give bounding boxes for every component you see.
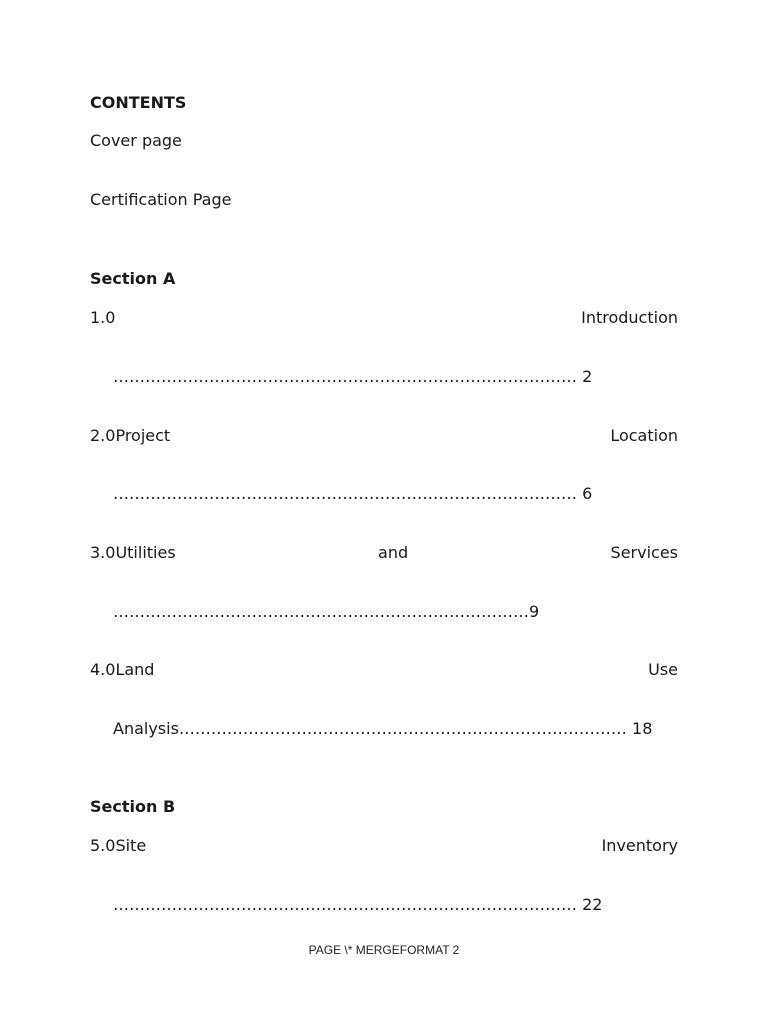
- toc-entry-number: 2.0Project: [90, 426, 171, 445]
- toc-leader-introduction: …………………………………………………………………………… 2: [113, 367, 593, 386]
- toc-cover-page: Cover page: [90, 131, 182, 150]
- toc-entry-word: and: [378, 543, 409, 562]
- toc-entry-number: 4.0Land: [90, 660, 155, 679]
- toc-entry-title: Introduction: [581, 308, 678, 327]
- toc-entry-site-inventory: [90, 834, 678, 858]
- toc-leader-utilities: ……………………………………………………………………9: [113, 602, 540, 621]
- toc-entry-land-use: [90, 658, 678, 682]
- toc-entry-number: 1.0: [90, 308, 116, 327]
- toc-entry-project-location: [90, 424, 678, 448]
- section-b-heading: Section B: [90, 797, 176, 816]
- toc-entry-utilities: [90, 541, 678, 565]
- section-a-heading: Section A: [90, 269, 176, 288]
- toc-entry-number: 5.0Site: [90, 836, 147, 855]
- contents-heading: CONTENTS: [90, 93, 187, 112]
- toc-leader-land-use: Analysis………………………………………………………………………… 18: [113, 719, 653, 738]
- toc-entry-number: 3.0Utilities: [90, 543, 176, 562]
- page-footer: PAGE \* MERGEFORMAT 2: [308, 943, 460, 957]
- toc-entry-title: Inventory: [601, 836, 678, 855]
- toc-entry-title: Location: [610, 426, 678, 445]
- toc-certification-page: Certification Page: [90, 190, 232, 209]
- toc-leader-project-location: …………………………………………………………………………… 6: [113, 484, 593, 503]
- toc-entry-title: Use: [648, 660, 678, 679]
- toc-entry-title: Services: [610, 543, 678, 562]
- toc-leader-site-inventory: …………………………………………………………………………… 22: [113, 895, 603, 914]
- toc-entry-introduction: [90, 306, 678, 330]
